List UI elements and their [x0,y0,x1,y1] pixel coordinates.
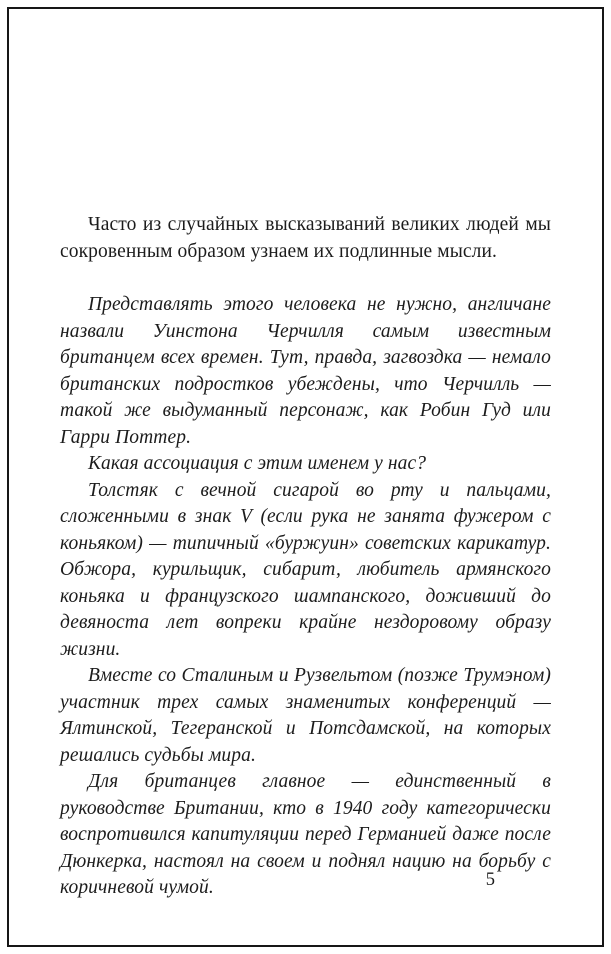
text-block [60,212,551,902]
paragraph: Толстяк с вечной сигарой во рту и пальцами, сложенными в знак V (если рука не занята фужером с коньяком) — типичный «буржуин» советских карикатур. Обжора, курильщик, сибарит, любитель армянского коньяка и французского шампанского, доживший до девяноста лет вопреки крайне нездоровому образу жизни. [60,479,551,660]
paragraph: Для британцев главное — единственный в руководстве Британии, кто в 1940 году категорически воспротивился капитуляции перед Германией даже после Дюнкерка, настоял на своем и поднял нацию на борьбу с коричневой чумой. [60,771,551,898]
paragraph-intro: Часто из случайных высказываний великих людей мы сокровенным образом узнаем их подлинные мысли. [60,214,551,262]
paragraph: Вместе со Сталиным и Рузвельтом (позже Трумэном) участник трех самых знаменитых конференций — Ялтинской, Тегеранской и Потсдамской, на которых решались судьбы мира. [60,665,551,766]
paragraph: Какая ассоциация с этим именем у нас? [88,453,427,474]
page-number: 5 [485,870,495,890]
paragraph: Представлять этого человека не нужно, англичане назвали Уинстона Черчилля самым известным британцем всех времен. Тут, правда, загвоздка — немало британских подростков убеждены, что Черчилль — такой же выдуманный персонаж, как Робин Гуд или Гарри Поттер. [60,294,551,448]
